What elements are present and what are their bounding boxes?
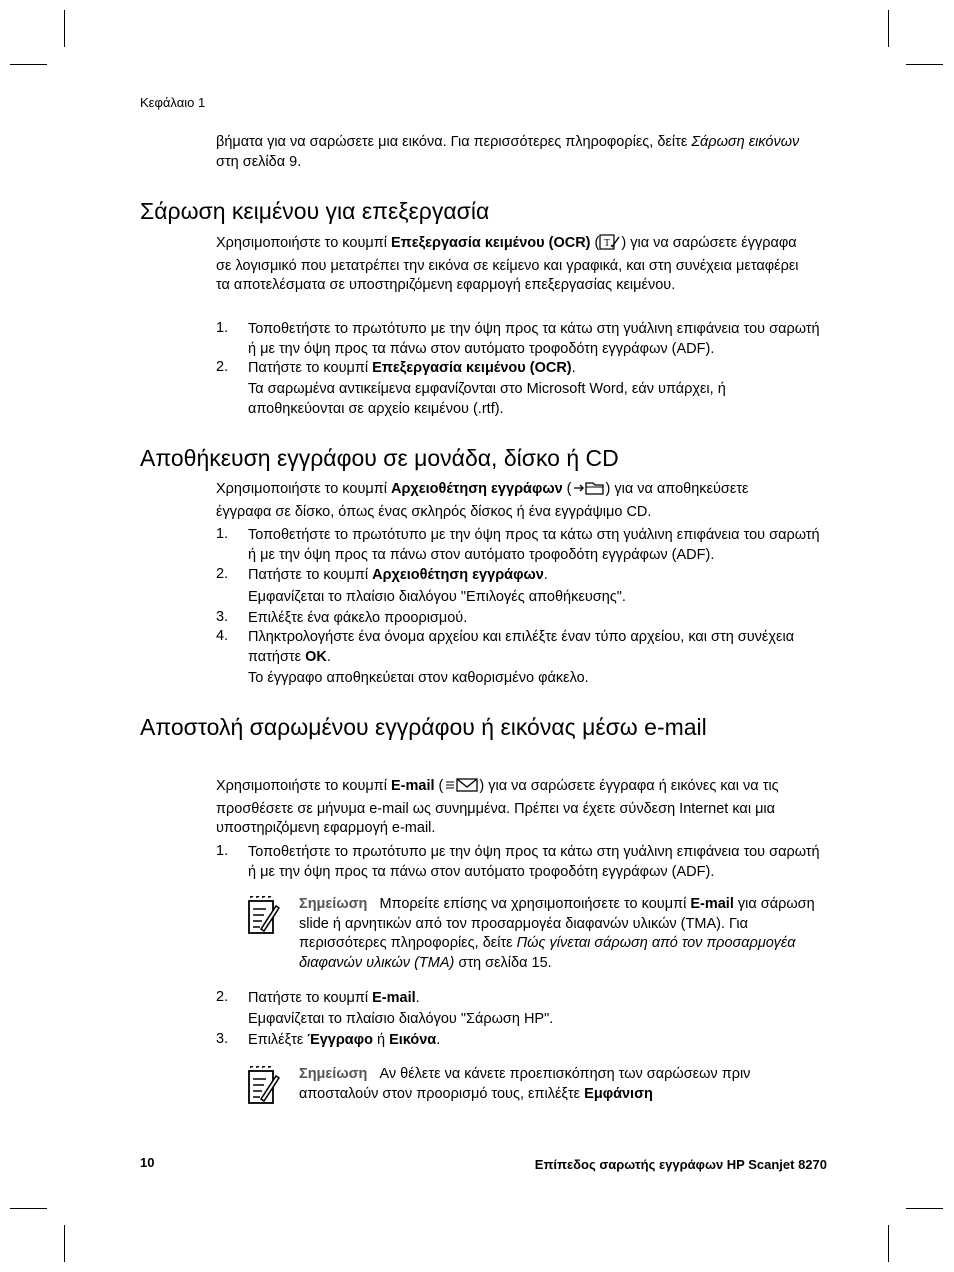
list-item: Επιλέξτε ένα φάκελο προορισμού. (248, 610, 468, 626)
note-1: Σημείωση Μπορείτε επίσης να χρησιμοποιήσετε το κουμπί E-mail για σάρωση slide ή αρνητικών από τον προσαρμογέα διαφανών υλικών (TMA). Για περισσότερες πληροφορίες, δείτε Πώς γίνεται σάρωση από τον προσαρμογέα διαφανών υλικών (TMA) στη σελίδα 15. (299, 896, 815, 971)
crop-mark (64, 10, 65, 47)
page-number: 10 (140, 1155, 155, 1170)
email-button-icon (443, 777, 479, 800)
archive-button-icon (572, 480, 606, 503)
link-scan-images[interactable]: Σάρωση εικόνων (691, 134, 800, 150)
note-icon (246, 1066, 280, 1111)
list-item: Επιλέξτε Έγγραφο ή Εικόνα. (248, 1032, 441, 1048)
crop-mark (64, 1225, 65, 1262)
svg-text:T: T (604, 238, 611, 249)
section2-paragraph: Χρησιμοποιήστε το κουμπί Αρχειοθέτηση εγγράφων ( ) για να αποθηκεύσετε έγγραφα σε δίσκο, όπως ένας σκληρός δίσκος ή ένα εγγράψιμο CD. (216, 481, 749, 520)
step-result: Τα σαρωμένα αντικείμενα εμφανίζονται στο Microsoft Word, εάν υπάρχει, ή αποθηκεύονται σε αρχείο κειμένου (.rtf). (248, 381, 726, 417)
step-result: Εμφανίζεται το πλαίσιο διαλόγου "Σάρωση HP". (248, 1011, 554, 1027)
crop-mark (888, 10, 889, 47)
note-icon (246, 896, 280, 941)
section-title-archive: Αποθήκευση εγγράφου σε μονάδα, δίσκο ή CD (140, 445, 619, 471)
section3-paragraph: Χρησιμοποιήστε το κουμπί E-mail ( ) για να σαρώσετε έγγραφα ή εικόνες και να τις προσθέσετε σε μήνυμα e-mail ως συνημμένα. Πρέπει να έχετε σύνδεση Internet και μια υποστηριζόμενη εφαρμογή e-mail. (216, 778, 779, 836)
footer-product: Επίπεδος σαρωτής εγγράφων HP Scanjet 8270 (534, 1157, 827, 1172)
list-item: Πατήστε το κουμπί E-mail. (248, 990, 420, 1006)
crop-mark (10, 1208, 47, 1209)
list-item: Τοποθετήστε το πρωτότυπο με την όψη προς τα κάτω στη γυάλινη επιφάνεια του σαρωτή ή με την όψη προς τα πάνω στον αυτόματο τροφοδότη εγγράφων (ADF). (248, 527, 820, 563)
crop-mark (906, 64, 943, 65)
chapter-header: Κεφάλαιο 1 (140, 95, 206, 110)
section-title-ocr: Σάρωση κειμένου για επεξεργασία (140, 198, 490, 224)
step-result: Εμφανίζεται το πλαίσιο διαλόγου "Επιλογές αποθήκευσης". (248, 589, 626, 605)
list-item: Πατήστε το κουμπί Επεξεργασία κειμένου (OCR). (248, 360, 576, 376)
list-item: Τοποθετήστε το πρωτότυπο με την όψη προς τα κάτω στη γυάλινη επιφάνεια του σαρωτή ή με την όψη προς τα πάνω στον αυτόματο τροφοδότη εγγράφων (ADF). (248, 321, 820, 357)
step-result: Το έγγραφο αποθηκεύεται στον καθορισμένο φάκελο. (248, 670, 589, 686)
intro-paragraph: βήματα για να σαρώσετε μια εικόνα. Για περισσότερες πληροφορίες, δείτε Σάρωση εικόνων στη σελίδα 9. (216, 134, 800, 170)
link-tma-scan[interactable]: Πώς γίνεται σάρωση από τον προσαρμογέα διαφανών υλικών (TMA) (299, 935, 796, 971)
crop-mark (888, 1225, 889, 1262)
list-item: Τοποθετήστε το πρωτότυπο με την όψη προς τα κάτω στη γυάλινη επιφάνεια του σαρωτή ή με την όψη προς τα πάνω στον αυτόματο τροφοδότη εγγράφων (ADF). (248, 844, 820, 880)
section-title-email: Αποστολή σαρωμένου εγγράφου ή εικόνας μέσω e-mail (140, 714, 707, 740)
note-2: Σημείωση Αν θέλετε να κάνετε προεπισκόπηση των σαρώσεων πριν αποσταλούν στον προορισμό τους, επιλέξτε Εμφάνιση (299, 1066, 751, 1102)
crop-mark (906, 1208, 943, 1209)
ocr-button-icon (599, 234, 621, 257)
list-item: Πατήστε το κουμπί Αρχειοθέτηση εγγράφων. (248, 567, 548, 583)
crop-mark (10, 64, 47, 65)
list-item: Πληκτρολογήστε ένα όνομα αρχείου και επιλέξτε έναν τύπο αρχείου, και στη συνέχεια πατήστε OK. (248, 629, 795, 665)
section1-paragraph: Χρησιμοποιήστε το κουμπί Επεξεργασία κειμένου (OCR) ( T ) για να σαρώσετε έγγραφα σε λογισμικό που μετατρέπει την εικόνα σε κείμενο και γραφικά, και στη συνέχεια μεταφέρει τα αποτελέσματα σε υποστηριζόμενη εφαρμογή επεξεργασίας κειμένου. (216, 235, 799, 293)
